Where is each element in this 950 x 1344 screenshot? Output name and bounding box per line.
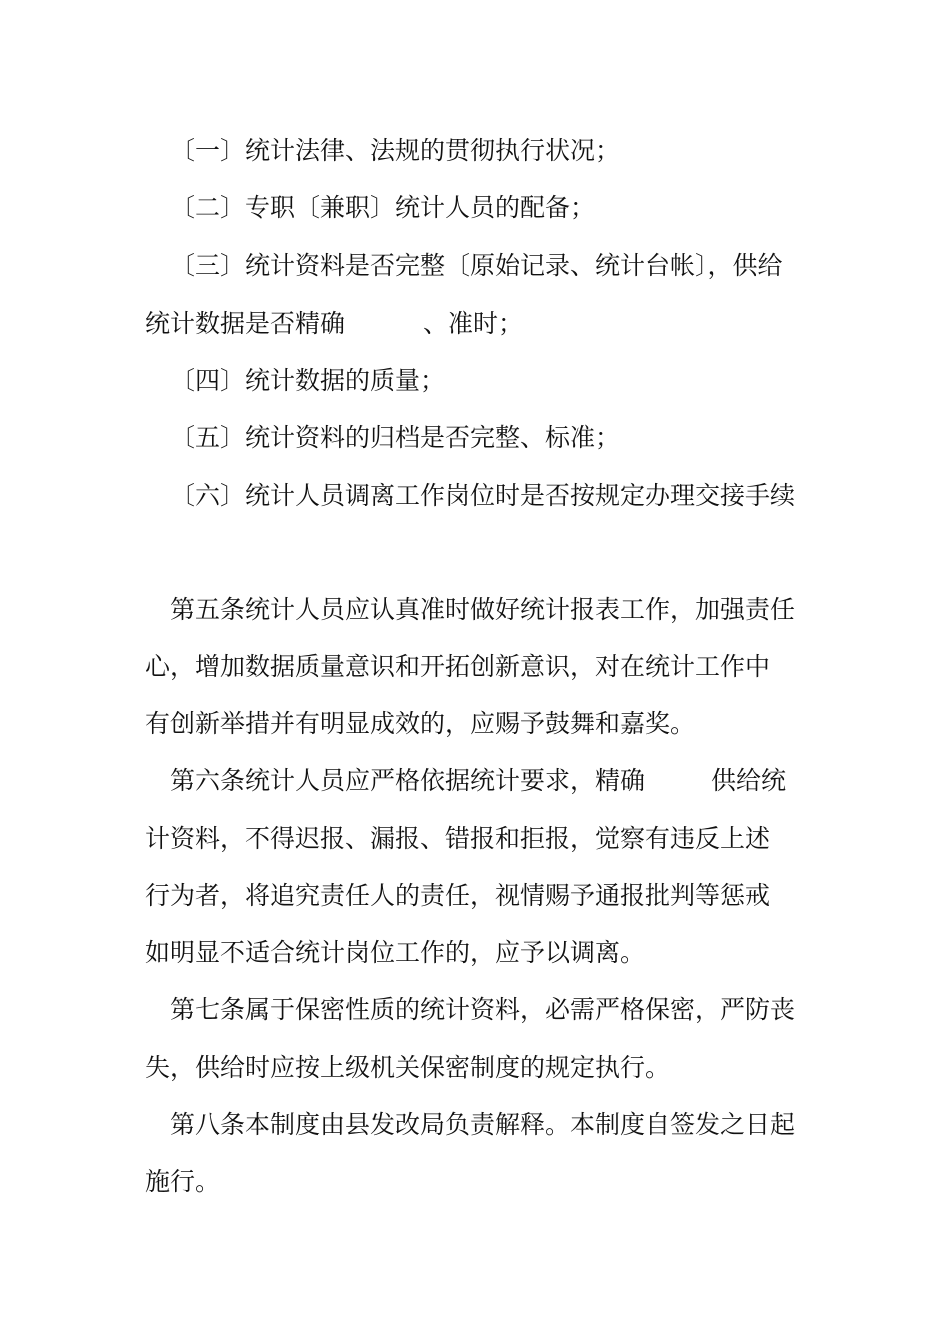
- item-3-continuation-b: 、准时；: [423, 309, 524, 338]
- article-7-line-2: 失，供给时应按上级机关保密制度的规定执行。: [145, 1053, 671, 1082]
- article-5-line-3: 有创新举措并有明显成效的，应赐予鼓舞和嘉奖。: [145, 709, 696, 738]
- item-3-continuation-a: 统计数据是否精确: [145, 309, 346, 338]
- item-5: 〔五〕统计资料的归档是否完整、标准；: [170, 423, 621, 452]
- item-3-continuation: [145, 309, 825, 339]
- article-6-line-1: [170, 766, 850, 796]
- article-6-line-2: 计资料，不得迟报、漏报、错报和拒报，觉察有违反上述: [145, 824, 771, 853]
- article-8-line-2: 施行。: [145, 1167, 221, 1196]
- article-6-line-4: 如明显不适合统计岗位工作的，应予以调离。: [145, 938, 646, 967]
- article-6-line-1-a: 第六条统计人员应严格依据统计要求，精确: [170, 766, 646, 795]
- item-6: 〔六〕统计人员调离工作岗位时是否按规定办理交接手续: [170, 481, 796, 510]
- article-6-line-1-b: 供给统: [711, 766, 787, 795]
- item-3: 〔三〕统计资料是否完整〔原始记录、统计台帐〕，供给: [170, 251, 783, 280]
- item-4: 〔四〕统计数据的质量；: [170, 366, 446, 395]
- article-5-line-1: 第五条统计人员应认真准时做好统计报表工作，加强责任: [170, 595, 796, 624]
- article-7-line-1: 第七条属于保密性质的统计资料，必需严格保密，严防丧: [170, 995, 796, 1024]
- item-1: 〔一〕统计法律、法规的贯彻执行状况；: [170, 136, 621, 165]
- item-2: 〔二〕专职〔兼职〕统计人员的配备；: [170, 193, 596, 222]
- article-6-line-3: 行为者，将追究责任人的责任，视情赐予通报批判等惩戒: [145, 881, 771, 910]
- article-5-line-2: 心，增加数据质量意识和开拓创新意识，对在统计工作中: [145, 652, 771, 681]
- article-8-line-1: 第八条本制度由县发改局负责解释。本制度自签发之日起: [170, 1110, 796, 1139]
